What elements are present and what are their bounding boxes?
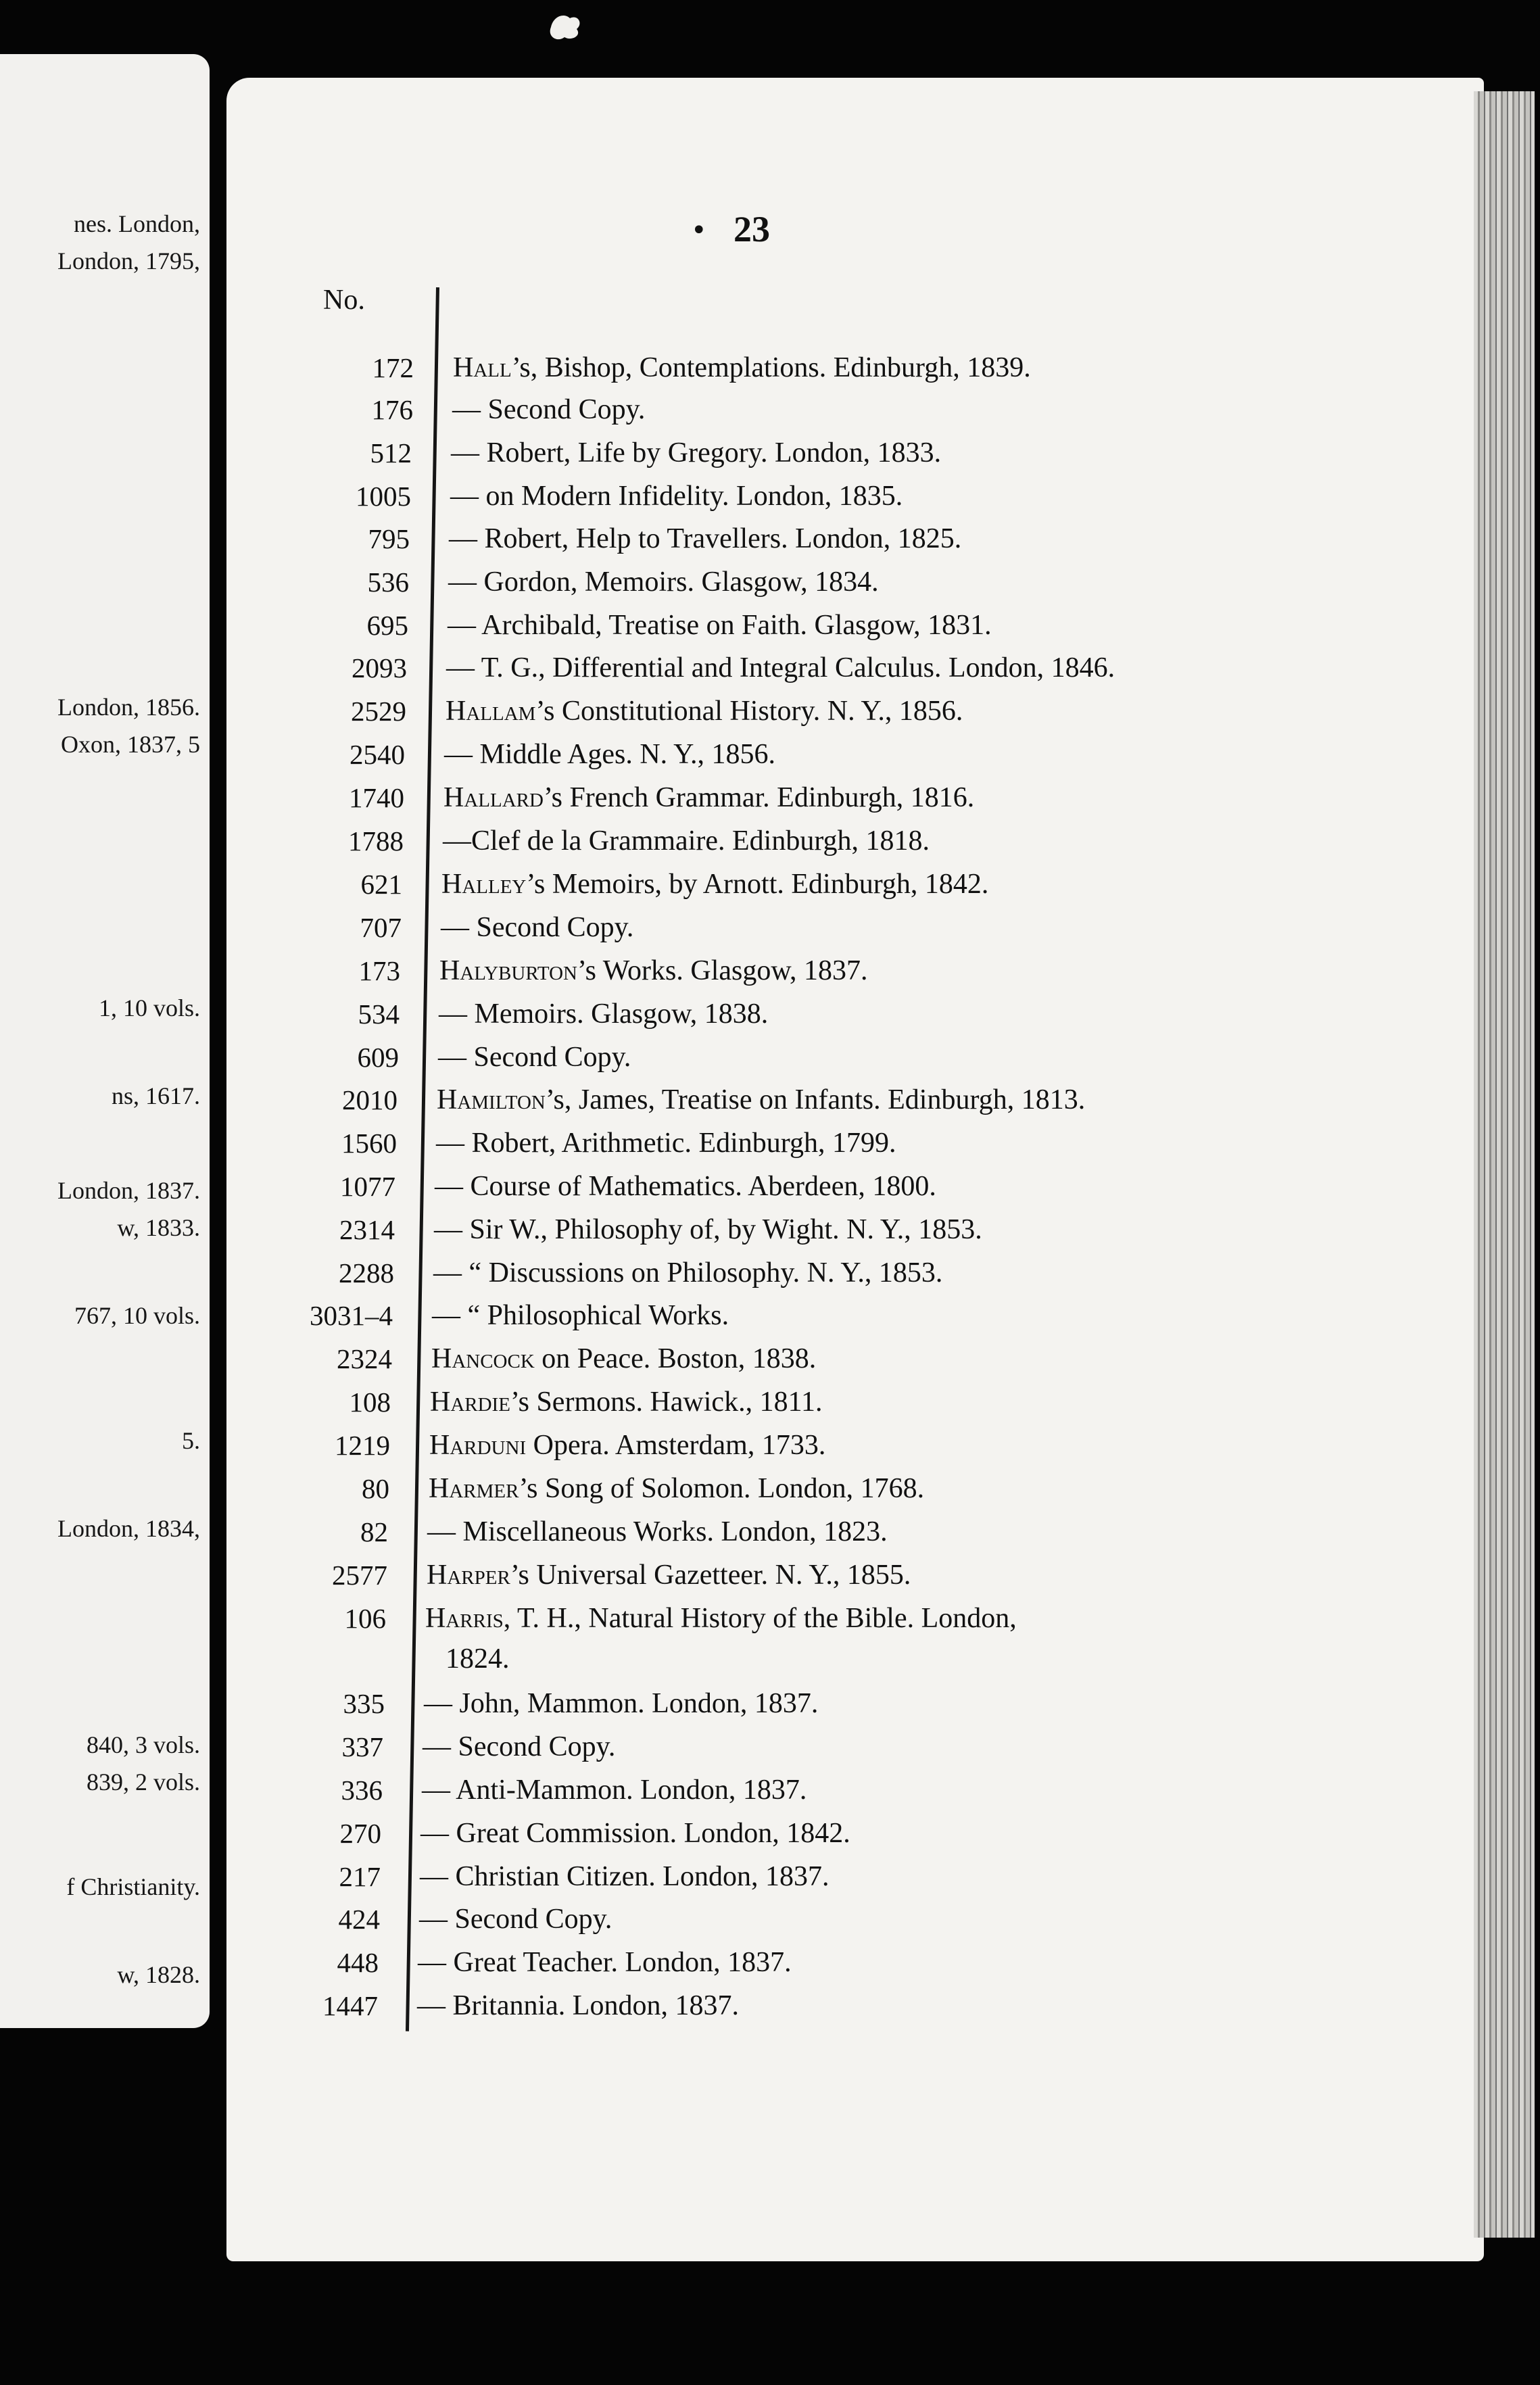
entry-description: — Archibald, Treatise on Faith. Glasgow, 1831. xyxy=(448,610,992,641)
facing-page-fragment: ns, 1617. xyxy=(111,1082,200,1109)
entry-number: 270 xyxy=(339,1818,381,1849)
entry-number: 2540 xyxy=(350,739,405,770)
entry-description: — Miscellaneous Works. London, 1823. xyxy=(427,1516,888,1547)
entry-title xyxy=(441,868,988,900)
entry-description: ’s Sermons. Hawick., 1811. xyxy=(510,1387,823,1418)
ink-speck xyxy=(544,10,586,44)
entry-description: — Sir W., Philosophy of, by Wight. N. Y., 1853. xyxy=(434,1214,982,1245)
entry-title xyxy=(446,652,1115,684)
entry-number: 2577 xyxy=(332,1560,387,1591)
entry-number: 534 xyxy=(358,998,400,1030)
page-edges xyxy=(1474,91,1535,2238)
entry-title xyxy=(448,566,879,598)
facing-page-fragment: w, 1833. xyxy=(117,1214,200,1241)
entry-title xyxy=(439,998,768,1030)
entry-number: 536 xyxy=(367,567,409,598)
entry-number: 176 xyxy=(371,394,413,425)
entry-description: ’s Universal Gazetteer. N. Y., 1855. xyxy=(510,1560,911,1591)
entry-number: 173 xyxy=(358,955,400,986)
entry-title xyxy=(443,781,974,814)
entry-author: Harper xyxy=(427,1560,510,1591)
entry-description: — Second Copy. xyxy=(419,1904,612,1935)
facing-page-fragment: w, 1828. xyxy=(117,1961,200,1988)
entry-author: Harduni xyxy=(429,1430,527,1461)
entry-title xyxy=(452,393,645,426)
entry-description: — Great Commission. London, 1842. xyxy=(420,1818,850,1849)
entry-title xyxy=(453,352,1031,384)
entry-description: ’s French Grammar. Edinburgh, 1816. xyxy=(543,782,975,813)
entry-title xyxy=(435,1170,936,1203)
entry-number: 106 xyxy=(344,1603,386,1634)
entry-number: 1447 xyxy=(322,1990,378,2021)
entry-title xyxy=(429,1472,924,1505)
page-number: 23 xyxy=(733,209,770,249)
entry-title xyxy=(431,1343,816,1375)
entry-title xyxy=(427,1516,888,1548)
entry-title xyxy=(443,825,930,857)
entry-author: Hancock xyxy=(431,1343,535,1374)
entry-title xyxy=(427,1559,911,1591)
facing-page-fragment: 839, 2 vols. xyxy=(86,1768,200,1796)
entry-description: — Robert, Life by Gregory. London, 1833. xyxy=(451,437,942,468)
entry-description: — Robert, Arithmetic. Edinburgh, 1799. xyxy=(436,1128,896,1159)
entry-description: — Anti-Mammon. London, 1837. xyxy=(422,1775,807,1806)
entry-title xyxy=(449,523,961,555)
column-header: No. xyxy=(323,285,365,316)
entry-number: 2314 xyxy=(339,1214,395,1245)
entry-author: Halyburton xyxy=(439,955,577,986)
entry-description: —Clef de la Grammaire. Edinburgh, 1818. xyxy=(443,825,930,857)
entry-author: Hall xyxy=(453,352,512,383)
facing-page-fragment: 1, 10 vols. xyxy=(98,994,200,1021)
entry-title xyxy=(439,955,867,987)
entry-description: ’s Constitutional History. N. Y., 1856. xyxy=(535,696,963,727)
entry-author: Hallam xyxy=(446,696,536,727)
entry-description: on Peace. Boston, 1838. xyxy=(534,1343,817,1374)
entry-number: 424 xyxy=(338,1904,380,1935)
entry-number: 335 xyxy=(343,1688,385,1719)
entry-title xyxy=(444,738,775,771)
entry-title xyxy=(433,1257,942,1289)
entry-number: 448 xyxy=(337,1947,379,1978)
entry-title xyxy=(425,1602,1017,1635)
entry-description: — Second Copy. xyxy=(441,912,634,943)
entry-number: 2324 xyxy=(337,1343,392,1374)
entry-number: 621 xyxy=(360,869,402,900)
entry-description: ’s Memoirs, by Arnott. Edinburgh, 1842. xyxy=(526,869,989,900)
entry-description: — Robert, Help to Travellers. London, 1825. xyxy=(449,523,962,554)
entry-description: — Great Teacher. London, 1837. xyxy=(418,1947,792,1978)
entry-title xyxy=(430,1386,823,1418)
entry-title xyxy=(446,695,963,727)
page-number-dot: • xyxy=(691,215,707,246)
entry-number: 1219 xyxy=(335,1430,390,1461)
entry-title xyxy=(432,1299,729,1332)
entry-number: 336 xyxy=(341,1775,383,1806)
facing-page-fragment: f Christianity. xyxy=(66,1873,200,1900)
entry-number: 2288 xyxy=(339,1257,394,1288)
entry-number: 172 xyxy=(372,352,414,383)
entry-number: 1005 xyxy=(356,481,411,512)
entry-number: 108 xyxy=(349,1387,391,1418)
entry-title xyxy=(451,437,941,469)
entry-number: 80 xyxy=(362,1473,389,1504)
entry-number: 1788 xyxy=(348,825,404,857)
facing-page-fragment: nes. London, xyxy=(74,210,200,237)
entry-description: — John, Mammon. London, 1837. xyxy=(424,1688,819,1719)
entry-title xyxy=(424,1687,818,1720)
entry-title xyxy=(422,1774,807,1806)
catalogue-page xyxy=(226,78,1484,2261)
entry-number: 707 xyxy=(360,912,402,943)
entry-author: Halley xyxy=(441,869,527,900)
entry-author: Harris xyxy=(425,1603,504,1634)
entry-title xyxy=(441,911,633,944)
entry-number: 82 xyxy=(360,1516,388,1547)
entry-description: ’s, James, Treatise on Infants. Edinburgh, 1813. xyxy=(545,1084,1086,1115)
entry-title xyxy=(420,1817,850,1850)
entry-description: — Christian Citizen. London, 1837. xyxy=(420,1861,829,1892)
entry-title xyxy=(448,609,992,642)
entry-author: Harmer xyxy=(429,1473,519,1504)
entry-description: — Course of Mathematics. Aberdeen, 1800. xyxy=(435,1171,936,1202)
entry-number: 1077 xyxy=(340,1171,395,1202)
entry-author: Hamilton xyxy=(437,1084,546,1115)
entry-description: ’s Works. Glasgow, 1837. xyxy=(577,955,868,986)
entry-description: — Second Copy. xyxy=(423,1731,616,1762)
facing-page-fragment: London, 1834, xyxy=(57,1515,200,1542)
entry-title xyxy=(434,1213,982,1246)
entry-title xyxy=(436,1127,896,1159)
entry-author: Hallard xyxy=(443,782,544,813)
entry-title xyxy=(437,1084,1085,1116)
entry-number: 217 xyxy=(339,1861,381,1892)
entry-author: Hardie xyxy=(430,1387,510,1418)
entry-number: 512 xyxy=(370,437,412,468)
entry-number: 2529 xyxy=(351,696,406,727)
entry-description: — Memoirs. Glasgow, 1838. xyxy=(439,998,769,1030)
entry-title xyxy=(417,1990,739,2022)
entry-description: — “ Discussions on Philosophy. N. Y., 1853. xyxy=(433,1257,943,1288)
facing-page-fragment: London, 1856. xyxy=(57,694,200,721)
entry-title xyxy=(450,480,903,512)
facing-page-fragment: 840, 3 vols. xyxy=(86,1731,200,1758)
facing-page xyxy=(0,54,210,2028)
entry-description: — Middle Ages. N. Y., 1856. xyxy=(444,739,776,770)
entry-number: 1740 xyxy=(349,782,404,813)
facing-page-fragment: London, 1837. xyxy=(57,1177,200,1204)
facing-page-fragment: London, 1795, xyxy=(57,247,200,274)
entry-title xyxy=(429,1429,825,1462)
entry-description: — Gordon, Memoirs. Glasgow, 1834. xyxy=(448,567,879,598)
entry-description: , T. H., Natural History of the Bible. London, xyxy=(503,1603,1017,1634)
entry-description: — “ Philosophical Works. xyxy=(432,1300,729,1331)
entry-description: ’s Song of Solomon. London, 1768. xyxy=(519,1473,925,1504)
entry-number: 1560 xyxy=(341,1128,397,1159)
entry-description: — Second Copy. xyxy=(438,1042,631,1073)
entry-description: — Britannia. London, 1837. xyxy=(417,1990,739,2021)
entry-continuation: 1824. xyxy=(446,1643,510,1675)
entry-title xyxy=(418,1946,792,1979)
entry-number: 2093 xyxy=(352,652,407,683)
entry-number: 609 xyxy=(357,1042,399,1073)
entry-description: — on Modern Infidelity. London, 1835. xyxy=(450,481,903,512)
entry-title xyxy=(438,1041,631,1074)
entry-description: ’s, Bishop, Contemplations. Edinburgh, 1839. xyxy=(511,352,1031,383)
facing-page-fragment: 767, 10 vols. xyxy=(74,1302,200,1329)
entry-description: Opera. Amsterdam, 1733. xyxy=(526,1430,826,1461)
entry-number: 795 xyxy=(368,523,410,554)
entry-description: — Second Copy. xyxy=(452,394,646,425)
entry-title xyxy=(423,1731,615,1763)
facing-page-fragment: 5. xyxy=(182,1427,200,1454)
entry-number: 337 xyxy=(341,1731,383,1762)
entry-number: 3031–4 xyxy=(310,1300,393,1331)
facing-page-fragment: Oxon, 1837, 5 xyxy=(61,731,200,758)
entry-description: — T. G., Differential and Integral Calculus. London, 1846. xyxy=(446,652,1115,683)
entry-number: 695 xyxy=(366,610,408,641)
entry-number: 2010 xyxy=(342,1084,398,1115)
entry-title xyxy=(420,1860,829,1893)
entry-title xyxy=(419,1903,612,1935)
